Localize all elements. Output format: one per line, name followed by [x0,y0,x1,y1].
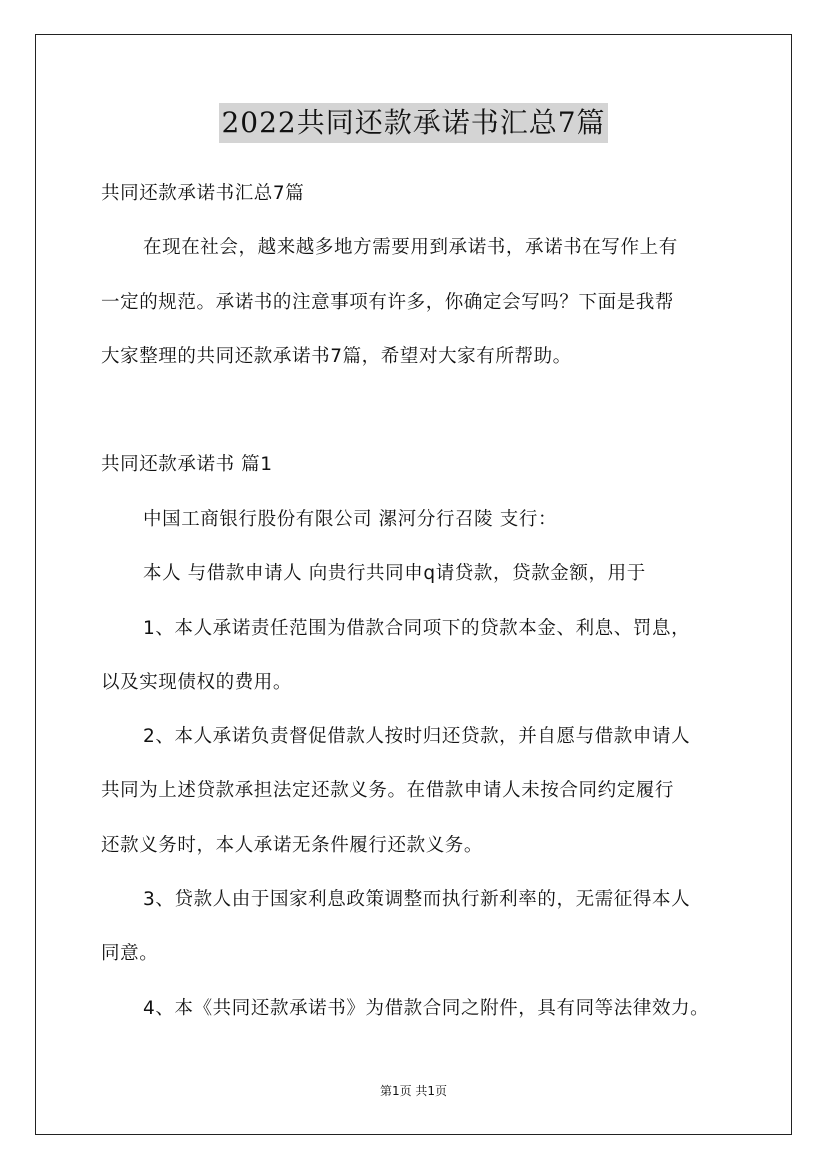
section-heading: 共同还款承诺书 篇1 [101,454,273,475]
title-container [0,103,827,143]
body-line-10: 4、本《共同还款承诺书》为借款合同之附件，具有同等法律效力。 [143,998,710,1019]
body-line-3: 1、本人承诺责任范围为借款合同项下的贷款本金、利息、罚息， [143,618,691,639]
body-line-2: 本人 与借款申请人 向贵行共同申q请贷款，贷款金额，用于 [143,563,646,584]
body-line-1: 中国工商银行股份有限公司 漯河分行召陵 支行： [143,509,558,530]
intro-line-3: 大家整理的共同还款承诺书7篇，希望对大家有所帮助。 [101,346,572,367]
body-line-8: 3、贷款人由于国家利息政策调整而执行新利率的，无需征得本人 [143,889,691,910]
intro-line-1: 在现在社会，越来越多地方需要用到承诺书，承诺书在写作上有 [143,237,678,258]
body-line-7: 还款义务时，本人承诺无条件履行还款义务。 [101,835,484,856]
body-line-9: 同意。 [101,943,159,964]
intro-line-2: 一定的规范。承诺书的注意事项有许多，你确定会写吗？下面是我帮 [101,292,675,313]
body-line-6: 共同为上述贷款承担法定还款义务。在借款申请人未按合同约定履行 [101,780,675,801]
subtitle: 共同还款承诺书汇总7篇 [101,183,305,204]
body-line-4: 以及实现债权的费用。 [101,672,293,693]
body-line-5: 2、本人承诺负责督促借款人按时归还贷款，并自愿与借款申请人 [143,726,691,747]
document-title: 2022共同还款承诺书汇总7篇 [219,103,607,143]
page-footer: 第1页 共1页 [379,1084,448,1098]
